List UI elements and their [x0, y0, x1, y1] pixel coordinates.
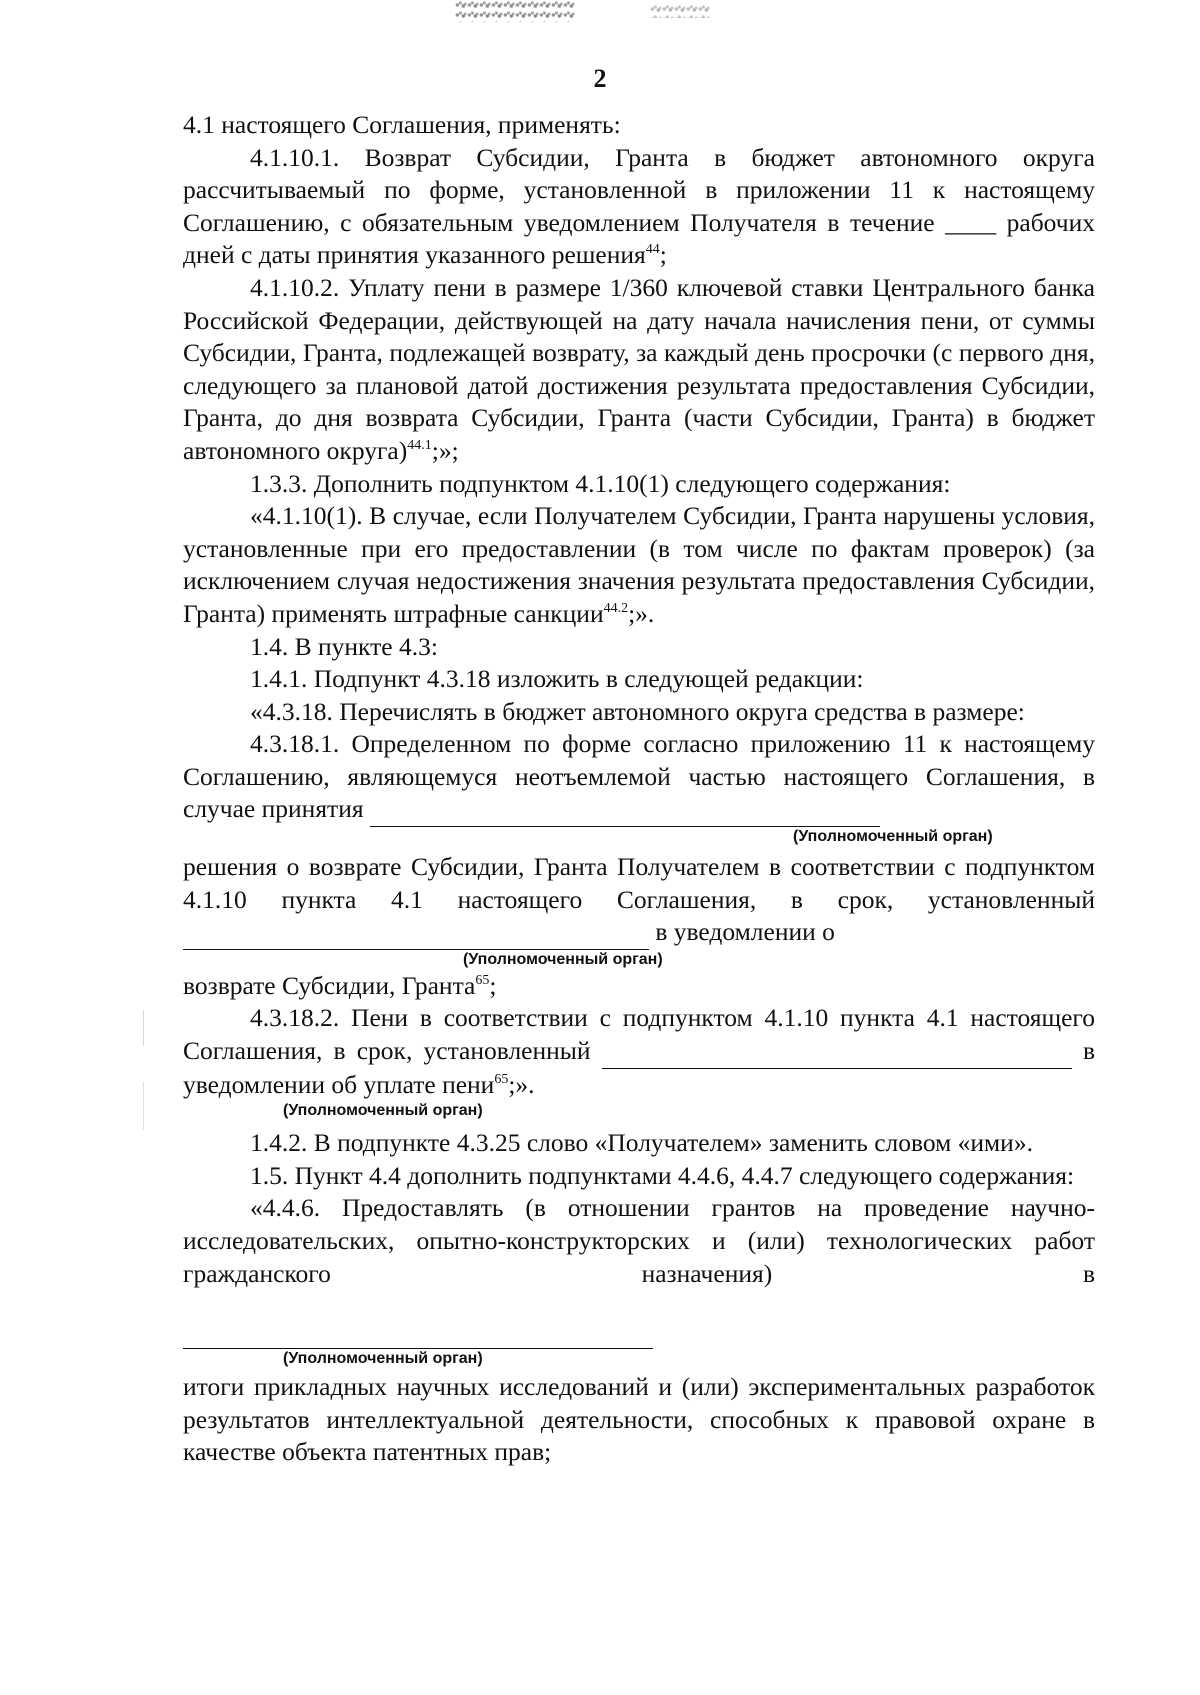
paragraph	[183, 1371, 1095, 1469]
paragraph-text: 1.3.3. Дополнить подпунктом 4.1.10(1) следующего содержания:	[250, 468, 951, 498]
document-body	[183, 109, 1095, 1469]
scan-artifact	[143, 1010, 144, 1130]
paragraph-text: в уведомлении о	[655, 917, 835, 947]
paragraph	[183, 728, 1095, 827]
paragraph	[183, 500, 1095, 630]
footnote-ref: 44.2	[603, 600, 629, 616]
paragraph-text: ;»;	[431, 435, 459, 465]
scan-artifact	[455, 0, 575, 22]
field-caption: (Уполномоченный орган)	[283, 1350, 483, 1368]
paragraph-text: 4.1.10.2. Уплату пени в размере 1/360 ключевой ставки Центрального банка Российской Федерации, действующей на дату начала начисления пени, от суммы Субсидии, Гранта, подлежащей возврату, за каждый день просрочки (с первого дня, следующего за плановой датой достижения результата предоставления Субсидии, Гранта, до дня возврата Субсидии, Гранта (части Субсидии, Гранта) в бюджет автономного округа)	[183, 272, 1095, 465]
paragraph-text: 4.3.18.1. Определенном по форме согласно приложению 11 к настоящему Соглашению, являющемуся неотъемлемой частью настоящего Соглашения, в случае принятия	[183, 729, 1095, 824]
paragraph	[183, 272, 1095, 468]
paragraph	[183, 1127, 1095, 1160]
paragraph-text: решения о возврате Субсидии, Гранта Получателем в соответствии с подпунктом 4.1.10 пункта 4.1 настоящего Соглашения, в срок, установленный	[183, 852, 1095, 914]
paragraph-text: ;».	[508, 1069, 535, 1099]
paragraph	[183, 1160, 1095, 1193]
fill-in-blank	[602, 1035, 1072, 1069]
page-number: 2	[593, 64, 607, 93]
paragraph	[183, 109, 1095, 142]
paragraph-text: 4.1.10.1. Возврат Субсидии, Гранта в бюджет автономного округа рассчитываемый по форме, установленной в приложении 11 к настоящему Соглашению, с обязательным уведомлением Получателя в течение ____ рабочих дней с даты принятия указанного решения	[183, 142, 1095, 270]
paragraph-text: 1.5. Пункт 4.4 дополнить подпунктами 4.4.6, 4.4.7 следующего содержания:	[250, 1160, 1075, 1190]
paragraph	[183, 696, 1095, 729]
field-caption: (Уполномоченный орган)	[793, 828, 993, 846]
footnote-ref: 65	[475, 972, 490, 988]
paragraph-text: 1.4. В пункте 4.3:	[250, 631, 438, 661]
field-caption: (Уполномоченный орган)	[283, 1102, 483, 1120]
paragraph-text: ;».	[628, 598, 655, 628]
paragraph-text: 4.3.18.2. Пени в соответствии с подпунктом 4.1.10 пункта 4.1 настоящего Соглашения, в срок, установленный	[183, 1003, 1095, 1066]
paragraph	[183, 851, 1095, 950]
paragraph-text: 1.4.1. Подпункт 4.3.18 изложить в следующей редакции:	[250, 664, 864, 694]
footnote-ref: 44	[645, 242, 660, 258]
paragraph	[183, 970, 1095, 1003]
paragraph	[183, 468, 1095, 501]
paragraph-text: «4.1.10(1). В случае, если Получателем Субсидии, Гранта нарушены условия, установленные при его предоставлении (в том числе по фактам проверок) (за исключением случая недостижения значения результата предоставления Субсидии, Гранта) применять штрафные санкции	[183, 501, 1095, 628]
scan-artifact	[650, 4, 710, 18]
paragraph-text: «4.4.6. Предоставлять (в отношении грантов на проведение научно-исследовательских, опытно-конструкторских и (или) технологических работ гражданского назначения) в	[183, 1193, 1095, 1288]
paragraph-text: в уведомлении об уплате пени	[183, 1036, 1096, 1099]
fill-in-blank	[370, 793, 880, 827]
paragraph-text: 4.1 настоящего Соглашения, применять:	[183, 110, 621, 139]
paragraph-text: ;	[489, 970, 497, 1000]
field-caption: (Уполномоченный орган)	[463, 950, 663, 968]
paragraph-text: итоги прикладных научных исследований и (или) экспериментальных разработок результатов интеллектуальной деятельности, способных к правовой охране в качестве объекта патентных прав;	[183, 1372, 1095, 1467]
blank-space	[183, 1290, 1095, 1348]
paragraph	[183, 631, 1095, 664]
paragraph-text: ;	[659, 240, 667, 270]
paragraph	[183, 1192, 1095, 1290]
paragraph-text: «4.3.18. Перечислять в бюджет автономного округа средства в размере:	[250, 696, 1025, 726]
footnote-ref: 65	[494, 1071, 509, 1087]
paragraph-text: 1.4.2. В подпункте 4.3.25 слово «Получателем» заменить словом «ими».	[250, 1128, 1033, 1158]
fill-in-blank	[183, 916, 649, 950]
footnote-ref: 44.1	[407, 437, 432, 453]
paragraph	[183, 1002, 1095, 1101]
paragraph	[183, 663, 1095, 696]
paragraph-text: возврате Субсидии, Гранта	[183, 970, 476, 1000]
paragraph	[183, 142, 1095, 272]
